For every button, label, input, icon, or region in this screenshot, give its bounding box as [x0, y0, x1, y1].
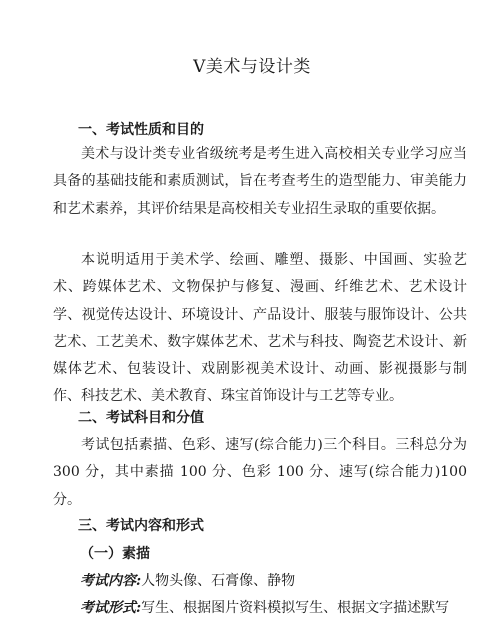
- paragraph-nature: 美术与设计类专业省级统考是考生进入高校相关专业学习应当具备的基础技能和素质测试，旨在考查考生的造型能力、审美能力和艺术素养，其评价结果是高校相关专业招生录取的重要依据。: [53, 146, 467, 217]
- exam-content-line: [80, 570, 295, 590]
- paragraph-subjects: 考试包括素描、色彩、速写(综合能力)三个科目。三科总分为 300 分，其中素描 100 分、色彩 100 分、速写(综合能力)100 分。: [53, 437, 467, 508]
- subsection-heading-sketch: （一）素描: [80, 546, 150, 562]
- section-heading-nature-purpose: 一、考试性质和目的: [78, 122, 204, 138]
- exam-content-value: 人物头像、石膏像、静物: [141, 573, 296, 589]
- exam-form-line: [80, 597, 449, 617]
- section-heading-content-form: 三、考试内容和形式: [78, 518, 204, 534]
- document-title: Ⅴ美术与设计类: [193, 57, 311, 77]
- exam-form-label: 考试形式:: [80, 600, 142, 616]
- exam-content-label: 考试内容:: [80, 573, 142, 589]
- exam-form-value: 写生、根据图片资料模拟写生、根据文字描述默写: [141, 600, 450, 616]
- section-heading-subjects-scores: 二、考试科目和分值: [78, 410, 204, 426]
- paragraph-scope: 本说明适用于美术学、绘画、雕塑、摄影、中国画、实验艺术、跨媒体艺术、文物保护与修复、漫画、纤维艺术、艺术设计学、视觉传达设计、环境设计、产品设计、服装与服饰设计、公共艺术、工艺美术、数字媒体艺术、艺术与科技、陶瓷艺术设计、新媒体艺术、包装设计、戏剧影视美术设计、动画、影视摄影与制作、科技艺术、美术教育、珠宝首饰设计与工艺等专业。: [53, 252, 467, 405]
